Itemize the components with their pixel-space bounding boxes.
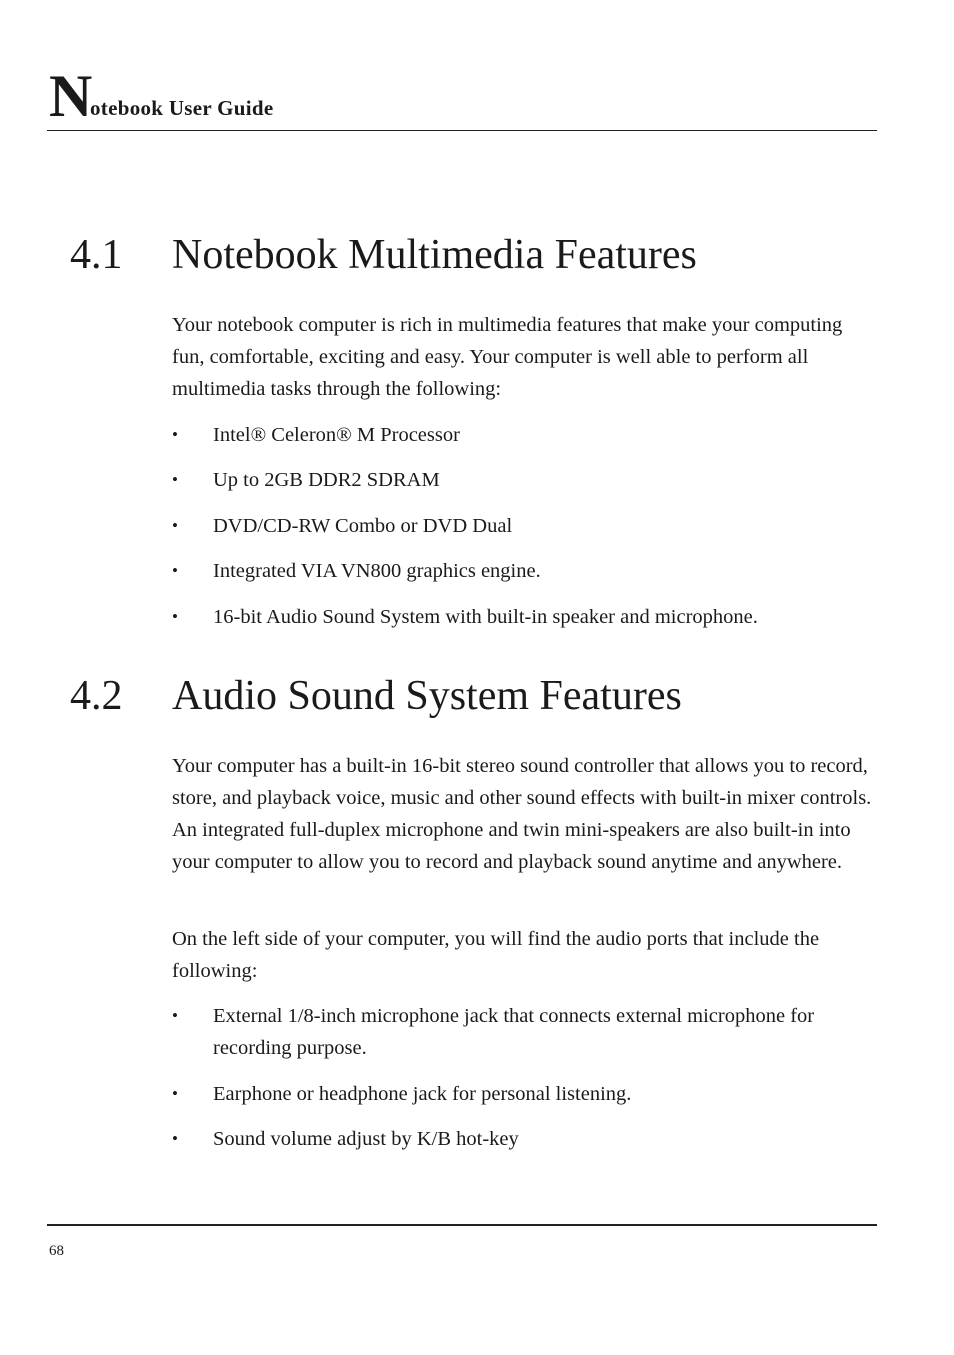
- list-item: [172, 1123, 876, 1155]
- list-item-text: 16-bit Audio Sound System with built-in speaker and microphone.: [213, 606, 758, 628]
- list-item-text: DVD/CD-RW Combo or DVD Dual: [213, 515, 513, 537]
- bullet-icon: •: [172, 1084, 178, 1103]
- page-number: 68: [49, 1243, 64, 1259]
- list-item: [172, 555, 876, 587]
- paragraph: On the left side of your computer, you will find the audio ports that include the following:: [172, 928, 820, 982]
- footer-rule: [47, 1224, 877, 1226]
- list-item-text: Sound volume adjust by K/B hot-key: [213, 1128, 519, 1150]
- header-drop-cap: N: [49, 63, 93, 129]
- list-item: [172, 419, 876, 451]
- list-item-text: Up to 2GB DDR2 SDRAM: [213, 469, 440, 491]
- bullet-icon: •: [172, 516, 178, 535]
- section-number: 4.2: [70, 673, 123, 719]
- list-item: [172, 601, 876, 633]
- bullet-icon: •: [172, 1006, 178, 1025]
- section-number: 4.1: [70, 232, 123, 278]
- list-item: [172, 464, 876, 496]
- list-item: [172, 1078, 876, 1110]
- list-item-text: External 1/8-inch microphone jack that connects external microphone for recording purpose.: [213, 1005, 815, 1059]
- header-title: otebook User Guide: [90, 96, 274, 120]
- bullet-icon: •: [172, 425, 178, 444]
- list-item-text: Integrated VIA VN800 graphics engine.: [213, 560, 541, 582]
- paragraph: Your notebook computer is rich in multimedia features that make your computing fun, comfortable, exciting and easy. Your computer is well able to perform all multimedia tasks through the following:: [172, 314, 843, 400]
- running-header: [47, 63, 877, 131]
- list-item: [172, 1000, 876, 1064]
- paragraph: Your computer has a built-in 16-bit stereo sound controller that allows you to record, store, and playback voice, music and other sound effects with built-in mixer controls. An integrated full-duplex microphone and twin mini-speakers are also built-in into your computer to allow you to record and playback sound anytime and anywhere.: [172, 755, 872, 873]
- list-item: [172, 510, 876, 542]
- section-heading-4-2: [70, 672, 682, 720]
- list-item-text: Intel® Celeron® M Processor: [213, 424, 460, 446]
- section-title: Notebook Multimedia Features: [172, 232, 697, 278]
- bullet-icon: •: [172, 1129, 178, 1148]
- bullet-icon: •: [172, 470, 178, 489]
- bullet-icon: •: [172, 607, 178, 626]
- section-heading-4-1: [70, 231, 697, 279]
- list-item-text: Earphone or headphone jack for personal listening.: [213, 1083, 632, 1105]
- section-title: Audio Sound System Features: [172, 673, 682, 719]
- bullet-icon: •: [172, 561, 178, 580]
